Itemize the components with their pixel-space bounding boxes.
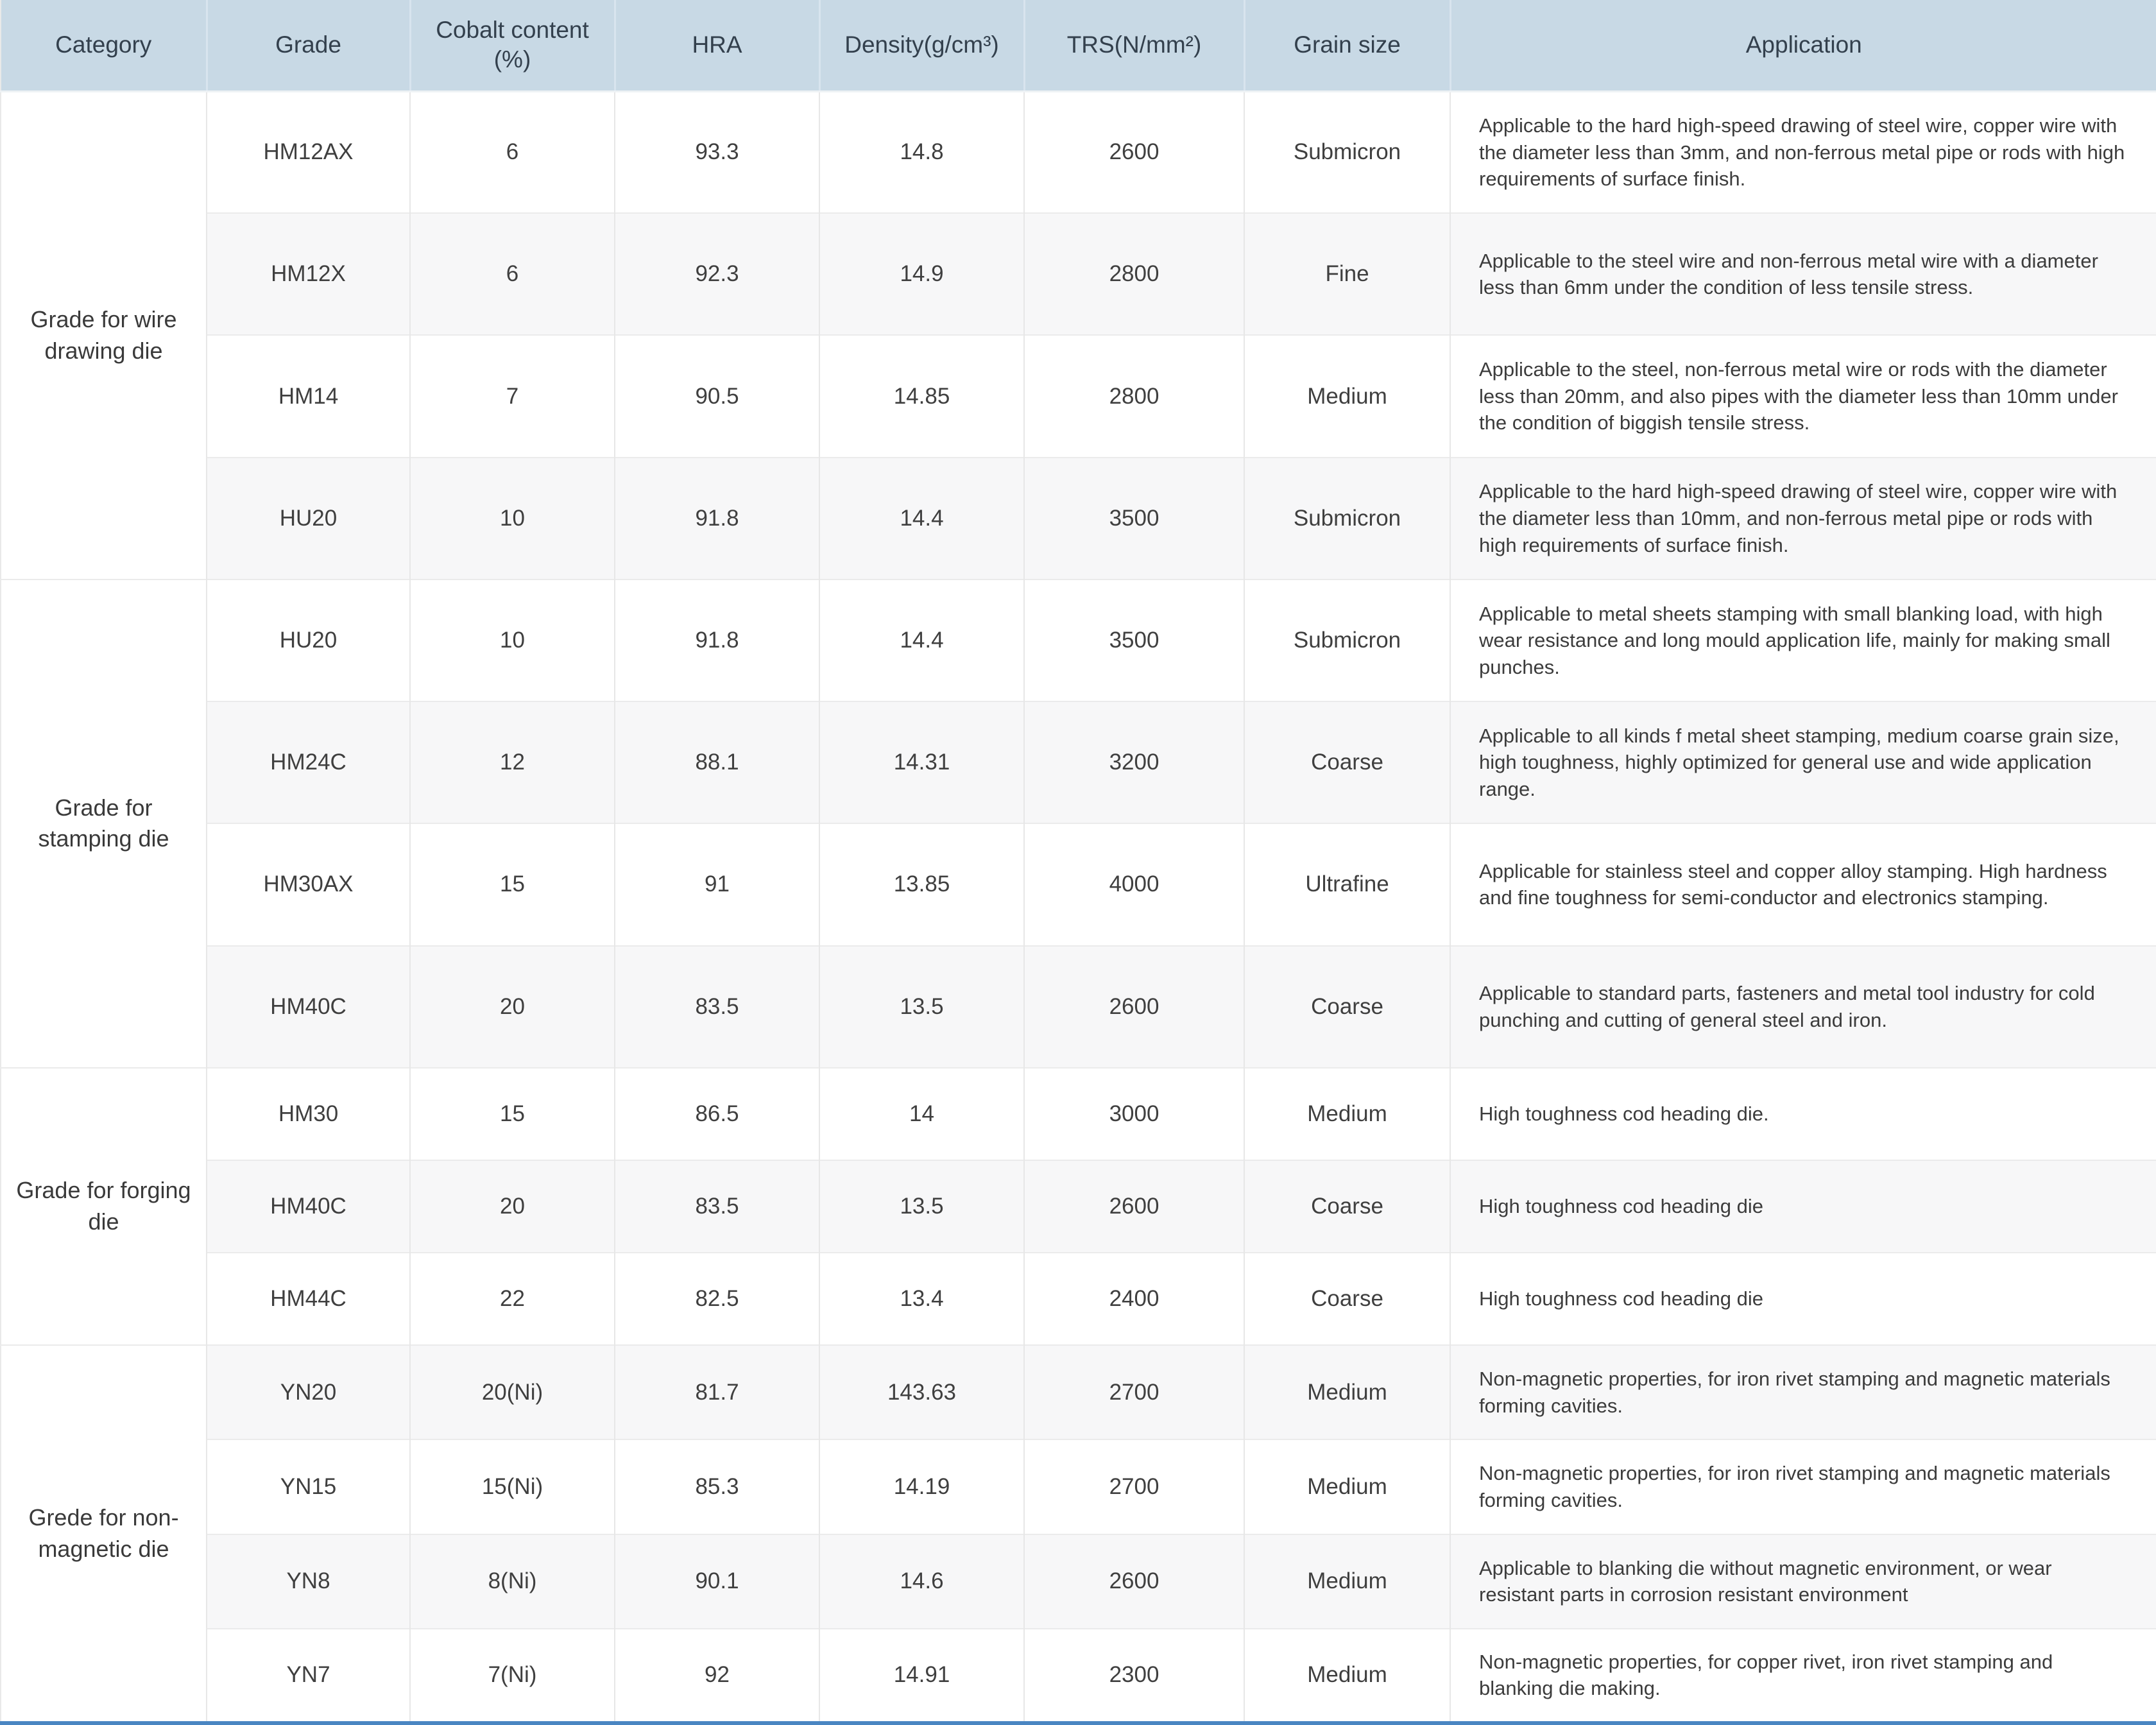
col-header-density: Density(g/cm³) bbox=[819, 0, 1024, 91]
hra-cell: 88.1 bbox=[615, 701, 819, 823]
grade-cell: HM12X bbox=[207, 213, 410, 335]
density-cell: 13.5 bbox=[819, 946, 1024, 1068]
cobalt-content-cell: 10 bbox=[410, 458, 615, 579]
trs-cell: 2600 bbox=[1024, 91, 1244, 213]
trs-cell: 2800 bbox=[1024, 335, 1244, 457]
grade-cell: YN7 bbox=[207, 1629, 410, 1723]
hra-cell: 92.3 bbox=[615, 213, 819, 335]
density-cell: 14.6 bbox=[819, 1534, 1024, 1629]
table-row bbox=[1, 823, 2156, 945]
hra-cell: 82.5 bbox=[615, 1253, 819, 1345]
table-row bbox=[1, 91, 2156, 213]
density-cell: 14.91 bbox=[819, 1629, 1024, 1723]
trs-cell: 3500 bbox=[1024, 458, 1244, 579]
hra-cell: 91.8 bbox=[615, 579, 819, 701]
grade-cell: HM12AX bbox=[207, 91, 410, 213]
trs-cell: 2800 bbox=[1024, 213, 1244, 335]
application-cell: Applicable to metal sheets stamping with small blanking load, with high wear resistance and long mould application life, mainly for making small punches. bbox=[1450, 579, 2156, 701]
table-row bbox=[1, 335, 2156, 457]
density-cell: 14.9 bbox=[819, 213, 1024, 335]
application-cell: Non-magnetic properties, for iron rivet stamping and magnetic materials forming cavities. bbox=[1450, 1439, 2156, 1534]
application-cell: Non-magnetic properties, for copper rivet, iron rivet stamping and blanking die making. bbox=[1450, 1629, 2156, 1723]
grain-size-cell: Submicron bbox=[1244, 458, 1450, 579]
density-cell: 14.4 bbox=[819, 458, 1024, 579]
grain-size-cell: Fine bbox=[1244, 213, 1450, 335]
grade-cell: YN15 bbox=[207, 1439, 410, 1534]
density-cell: 14.31 bbox=[819, 701, 1024, 823]
grain-size-cell: Coarse bbox=[1244, 701, 1450, 823]
col-header-category: Category bbox=[1, 0, 207, 91]
cobalt-content-cell: 15 bbox=[410, 1068, 615, 1160]
table-body bbox=[1, 91, 2156, 1723]
application-cell: Applicable to all kinds f metal sheet stamping, medium coarse grain size, high toughness, highly optimized for general use and wide application range. bbox=[1450, 701, 2156, 823]
table-header bbox=[1, 0, 2156, 91]
trs-cell: 2600 bbox=[1024, 1160, 1244, 1253]
density-cell: 143.63 bbox=[819, 1345, 1024, 1439]
grain-size-cell: Medium bbox=[1244, 1068, 1450, 1160]
hra-cell: 90.1 bbox=[615, 1534, 819, 1629]
table-row bbox=[1, 701, 2156, 823]
cobalt-content-cell: 22 bbox=[410, 1253, 615, 1345]
hra-cell: 85.3 bbox=[615, 1439, 819, 1534]
grain-size-cell: Medium bbox=[1244, 1534, 1450, 1629]
grade-cell: HU20 bbox=[207, 458, 410, 579]
category-cell: Grade for wire drawing die bbox=[1, 91, 207, 579]
cobalt-content-cell: 20 bbox=[410, 1160, 615, 1253]
trs-cell: 3200 bbox=[1024, 701, 1244, 823]
application-cell: Applicable to the hard high-speed drawing of steel wire, copper wire with the diameter less than 10mm, and non-ferrous metal pipe or rods with high requirements of surface finish. bbox=[1450, 458, 2156, 579]
hra-cell: 91 bbox=[615, 823, 819, 945]
table-row bbox=[1, 458, 2156, 579]
density-cell: 13.4 bbox=[819, 1253, 1024, 1345]
col-header-cobalt-content: Cobalt content (%) bbox=[410, 0, 615, 91]
grain-size-cell: Medium bbox=[1244, 1439, 1450, 1534]
trs-cell: 4000 bbox=[1024, 823, 1244, 945]
grade-cell: YN20 bbox=[207, 1345, 410, 1439]
col-header-application: Application bbox=[1450, 0, 2156, 91]
application-cell: High toughness cod heading die bbox=[1450, 1160, 2156, 1253]
grain-size-cell: Medium bbox=[1244, 335, 1450, 457]
application-cell: Applicable for stainless steel and copper alloy stamping. High hardness and fine toughness for semi-conductor and electronics stamping. bbox=[1450, 823, 2156, 945]
grade-cell: HM14 bbox=[207, 335, 410, 457]
trs-cell: 2700 bbox=[1024, 1345, 1244, 1439]
table-row bbox=[1, 946, 2156, 1068]
cobalt-content-cell: 20(Ni) bbox=[410, 1345, 615, 1439]
cobalt-content-cell: 15 bbox=[410, 823, 615, 945]
cobalt-content-cell: 7 bbox=[410, 335, 615, 457]
grade-cell: HM40C bbox=[207, 1160, 410, 1253]
table-row bbox=[1, 1534, 2156, 1629]
cobalt-content-cell: 15(Ni) bbox=[410, 1439, 615, 1534]
cobalt-content-cell: 6 bbox=[410, 213, 615, 335]
col-header-trs: TRS(N/mm²) bbox=[1024, 0, 1244, 91]
density-cell: 14.4 bbox=[819, 579, 1024, 701]
application-cell: Applicable to standard parts, fasteners and metal tool industry for cold punching and cutting of general steel and iron. bbox=[1450, 946, 2156, 1068]
grade-cell: HM30AX bbox=[207, 823, 410, 945]
cobalt-content-cell: 12 bbox=[410, 701, 615, 823]
trs-cell: 3500 bbox=[1024, 579, 1244, 701]
application-cell: Applicable to the steel wire and non-ferrous metal wire with a diameter less than 6mm under the condition of less tensile stress. bbox=[1450, 213, 2156, 335]
application-cell: High toughness cod heading die. bbox=[1450, 1068, 2156, 1160]
grain-size-cell: Coarse bbox=[1244, 946, 1450, 1068]
density-cell: 13.85 bbox=[819, 823, 1024, 945]
density-cell: 14 bbox=[819, 1068, 1024, 1160]
hra-cell: 83.5 bbox=[615, 946, 819, 1068]
hra-cell: 92 bbox=[615, 1629, 819, 1723]
hra-cell: 91.8 bbox=[615, 458, 819, 579]
grade-cell: YN8 bbox=[207, 1534, 410, 1629]
grade-cell: HM40C bbox=[207, 946, 410, 1068]
grain-size-cell: Coarse bbox=[1244, 1253, 1450, 1345]
hra-cell: 83.5 bbox=[615, 1160, 819, 1253]
table-row bbox=[1, 1345, 2156, 1439]
application-cell: Applicable to the hard high-speed drawing of steel wire, copper wire with the diameter less than 3mm, and non-ferrous metal pipe or rods with high requirements of surface finish. bbox=[1450, 91, 2156, 213]
category-cell: Grade for forging die bbox=[1, 1068, 207, 1345]
grade-cell: HM44C bbox=[207, 1253, 410, 1345]
application-cell: Applicable to the steel, non-ferrous metal wire or rods with the diameter less than 20mm, and also pipes with the diameter less than 10mm under the condition of biggish tensile stress. bbox=[1450, 335, 2156, 457]
grade-cell: HM30 bbox=[207, 1068, 410, 1160]
trs-cell: 2300 bbox=[1024, 1629, 1244, 1723]
table-row bbox=[1, 1439, 2156, 1534]
header-row bbox=[1, 0, 2156, 91]
table-row bbox=[1, 1160, 2156, 1253]
grain-size-cell: Submicron bbox=[1244, 579, 1450, 701]
application-cell: Non-magnetic properties, for iron rivet stamping and magnetic materials forming cavities. bbox=[1450, 1345, 2156, 1439]
cobalt-content-cell: 6 bbox=[410, 91, 615, 213]
hra-cell: 93.3 bbox=[615, 91, 819, 213]
grade-cell: HU20 bbox=[207, 579, 410, 701]
density-cell: 14.85 bbox=[819, 335, 1024, 457]
table-row bbox=[1, 1629, 2156, 1723]
table-row bbox=[1, 579, 2156, 701]
application-cell: Applicable to blanking die without magnetic environment, or wear resistant parts in corrosion resistant environment bbox=[1450, 1534, 2156, 1629]
density-cell: 13.5 bbox=[819, 1160, 1024, 1253]
category-cell: Grade for stamping die bbox=[1, 579, 207, 1068]
trs-cell: 3000 bbox=[1024, 1068, 1244, 1160]
application-cell: High toughness cod heading die bbox=[1450, 1253, 2156, 1345]
hra-cell: 81.7 bbox=[615, 1345, 819, 1439]
cobalt-content-cell: 10 bbox=[410, 579, 615, 701]
trs-cell: 2400 bbox=[1024, 1253, 1244, 1345]
category-cell: Grede for non-magnetic die bbox=[1, 1345, 207, 1723]
grain-size-cell: Medium bbox=[1244, 1345, 1450, 1439]
cobalt-content-cell: 8(Ni) bbox=[410, 1534, 615, 1629]
table-row bbox=[1, 1253, 2156, 1345]
trs-cell: 2600 bbox=[1024, 946, 1244, 1068]
col-header-grade: Grade bbox=[207, 0, 410, 91]
cobalt-content-cell: 7(Ni) bbox=[410, 1629, 615, 1723]
grain-size-cell: Medium bbox=[1244, 1629, 1450, 1723]
col-header-hra: HRA bbox=[615, 0, 819, 91]
grade-cell: HM24C bbox=[207, 701, 410, 823]
table-row bbox=[1, 1068, 2156, 1160]
cobalt-content-cell: 20 bbox=[410, 946, 615, 1068]
grain-size-cell: Submicron bbox=[1244, 91, 1450, 213]
density-cell: 14.19 bbox=[819, 1439, 1024, 1534]
hra-cell: 86.5 bbox=[615, 1068, 819, 1160]
trs-cell: 2700 bbox=[1024, 1439, 1244, 1534]
trs-cell: 2600 bbox=[1024, 1534, 1244, 1629]
col-header-grain-size: Grain size bbox=[1244, 0, 1450, 91]
hra-cell: 90.5 bbox=[615, 335, 819, 457]
density-cell: 14.8 bbox=[819, 91, 1024, 213]
grain-size-cell: Ultrafine bbox=[1244, 823, 1450, 945]
grain-size-cell: Coarse bbox=[1244, 1160, 1450, 1253]
table-row bbox=[1, 213, 2156, 335]
